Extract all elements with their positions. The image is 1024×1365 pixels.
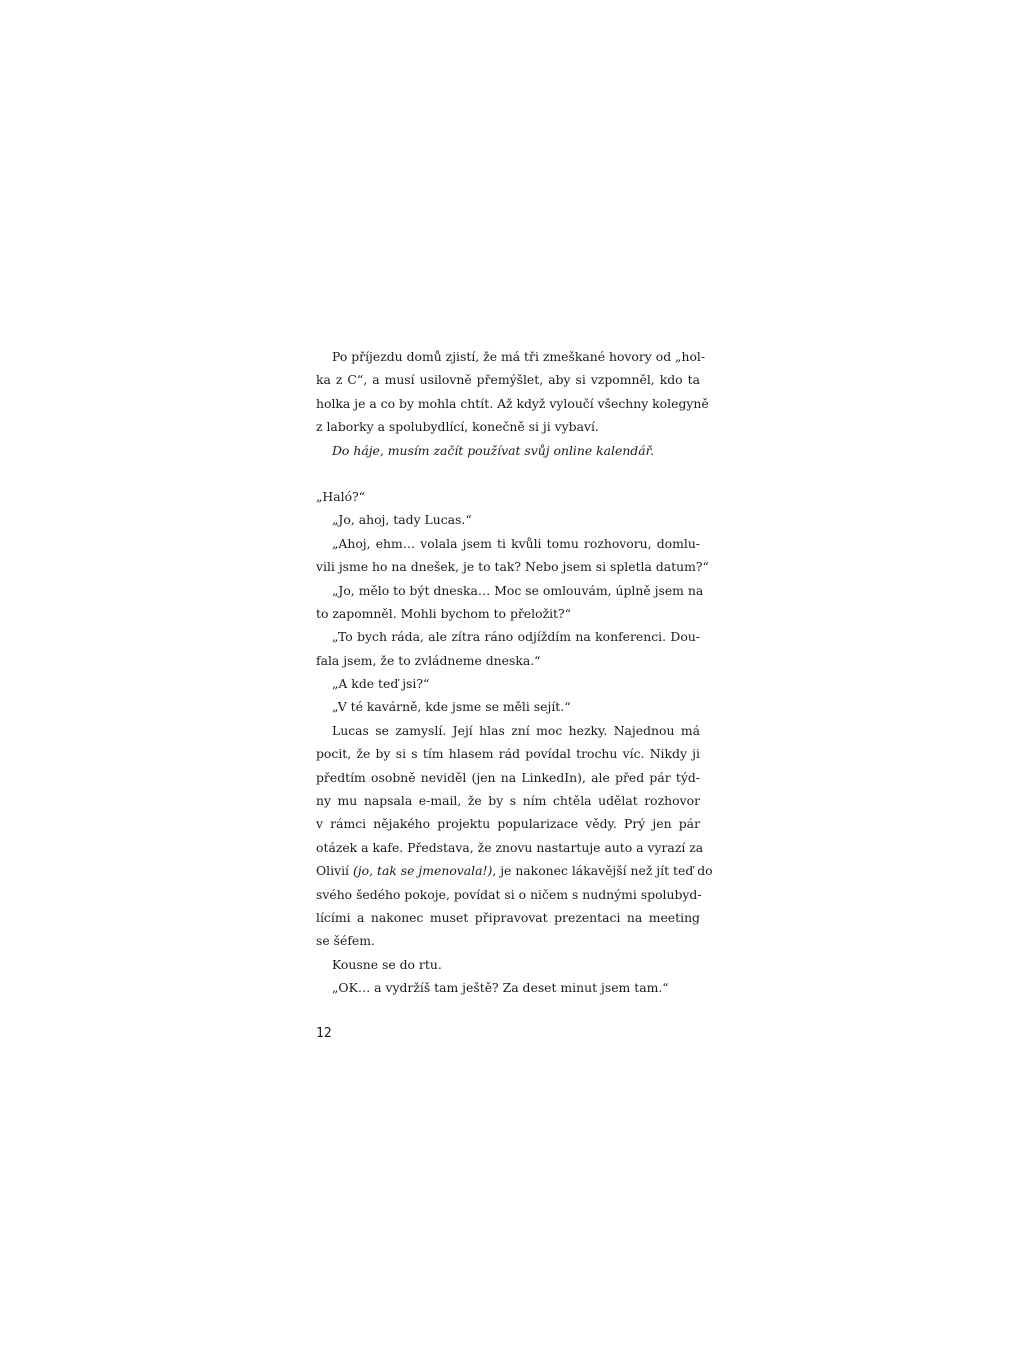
- narration-line: otázek a kafe. Představa, že znovu nastartuje auto a vyrazí za: [316, 839, 704, 855]
- thought-line: Do háje, musím začít používat svůj online kalendář.: [332, 442, 655, 458]
- paragraph-line: Po příjezdu domů zjistí, že má tři zmeškané hovory od „hol-: [332, 349, 706, 364]
- narration-line: ny mu napsala e-mail, že by s ním chtěla udělat rozhovor: [316, 793, 700, 809]
- dialogue-line: „A kde teď jsi?“: [332, 676, 430, 692]
- paragraph-line: ka z C“, a musí usilovně přemýšlet, aby si vzpomněl, kdo ta: [316, 372, 700, 388]
- page-number: 12: [316, 1026, 332, 1041]
- body-text: [316, 345, 713, 1000]
- dialogue-line: „To bych ráda, ale zítra ráno odjíždím na konferenci. Dou-: [332, 629, 700, 645]
- dialogue-line: „Haló?“: [316, 488, 366, 504]
- narration-line: svého šedého pokoje, povídat si o ničem s nudnými spolubyd-: [316, 886, 702, 902]
- narration-line: pocit, že by si s tím hlasem rád povídal trochu víc. Nikdy ji: [316, 746, 700, 762]
- narration-line: [316, 859, 713, 882]
- dialogue-line: fala jsem, že to zvládneme dneska.“: [316, 652, 541, 668]
- dialogue-line: „V té kavárně, kde jsme se měli sejít.“: [332, 699, 571, 715]
- narration-line: se šéfem.: [316, 933, 375, 949]
- dialogue-line: „Ahoj, ehm… volala jsem ti kvůli tomu rozhovoru, domlu-: [332, 535, 700, 551]
- narration-text: Olivií: [316, 863, 353, 879]
- paragraph-line: holka je a co by mohla chtít. Až když vyloučí všechny kolegyně: [316, 395, 709, 411]
- dialogue-line: to zapomněl. Mohli bychom to přeložit?“: [316, 605, 572, 621]
- narration-line: Lucas se zamyslí. Její hlas zní moc hezky. Najednou má: [332, 722, 700, 738]
- narration-text: , je nakonec lákavější než jít teď do: [492, 863, 713, 879]
- italic-aside: (jo, tak se jmenovala!): [352, 863, 493, 879]
- dialogue-line: „Jo, mělo to být dneska… Moc se omlouvám, úplně jsem na: [332, 582, 704, 598]
- dialogue-line: „OK… a vydržíš tam ještě? Za deset minut jsem tam.“: [332, 980, 669, 996]
- narration-line: předtím osobně neviděl (jen na LinkedIn), ale před pár týd-: [316, 769, 700, 785]
- paragraph-line: z laborky a spolubydlící, konečně si ji vybaví.: [316, 419, 599, 435]
- narration-line: lícími a nakonec muset připravovat prezentaci na meeting: [316, 909, 700, 925]
- narration-line: v rámci nějakého projektu popularizace vědy. Prý jen pár: [316, 816, 700, 832]
- section-gap: [316, 462, 700, 485]
- narration-line: Kousne se do rtu.: [332, 956, 442, 972]
- dialogue-line: „Jo, ahoj, tady Lucas.“: [332, 512, 472, 528]
- dialogue-line: vili jsme ho na dnešek, je to tak? Nebo jsem si spletla datum?“: [316, 559, 709, 575]
